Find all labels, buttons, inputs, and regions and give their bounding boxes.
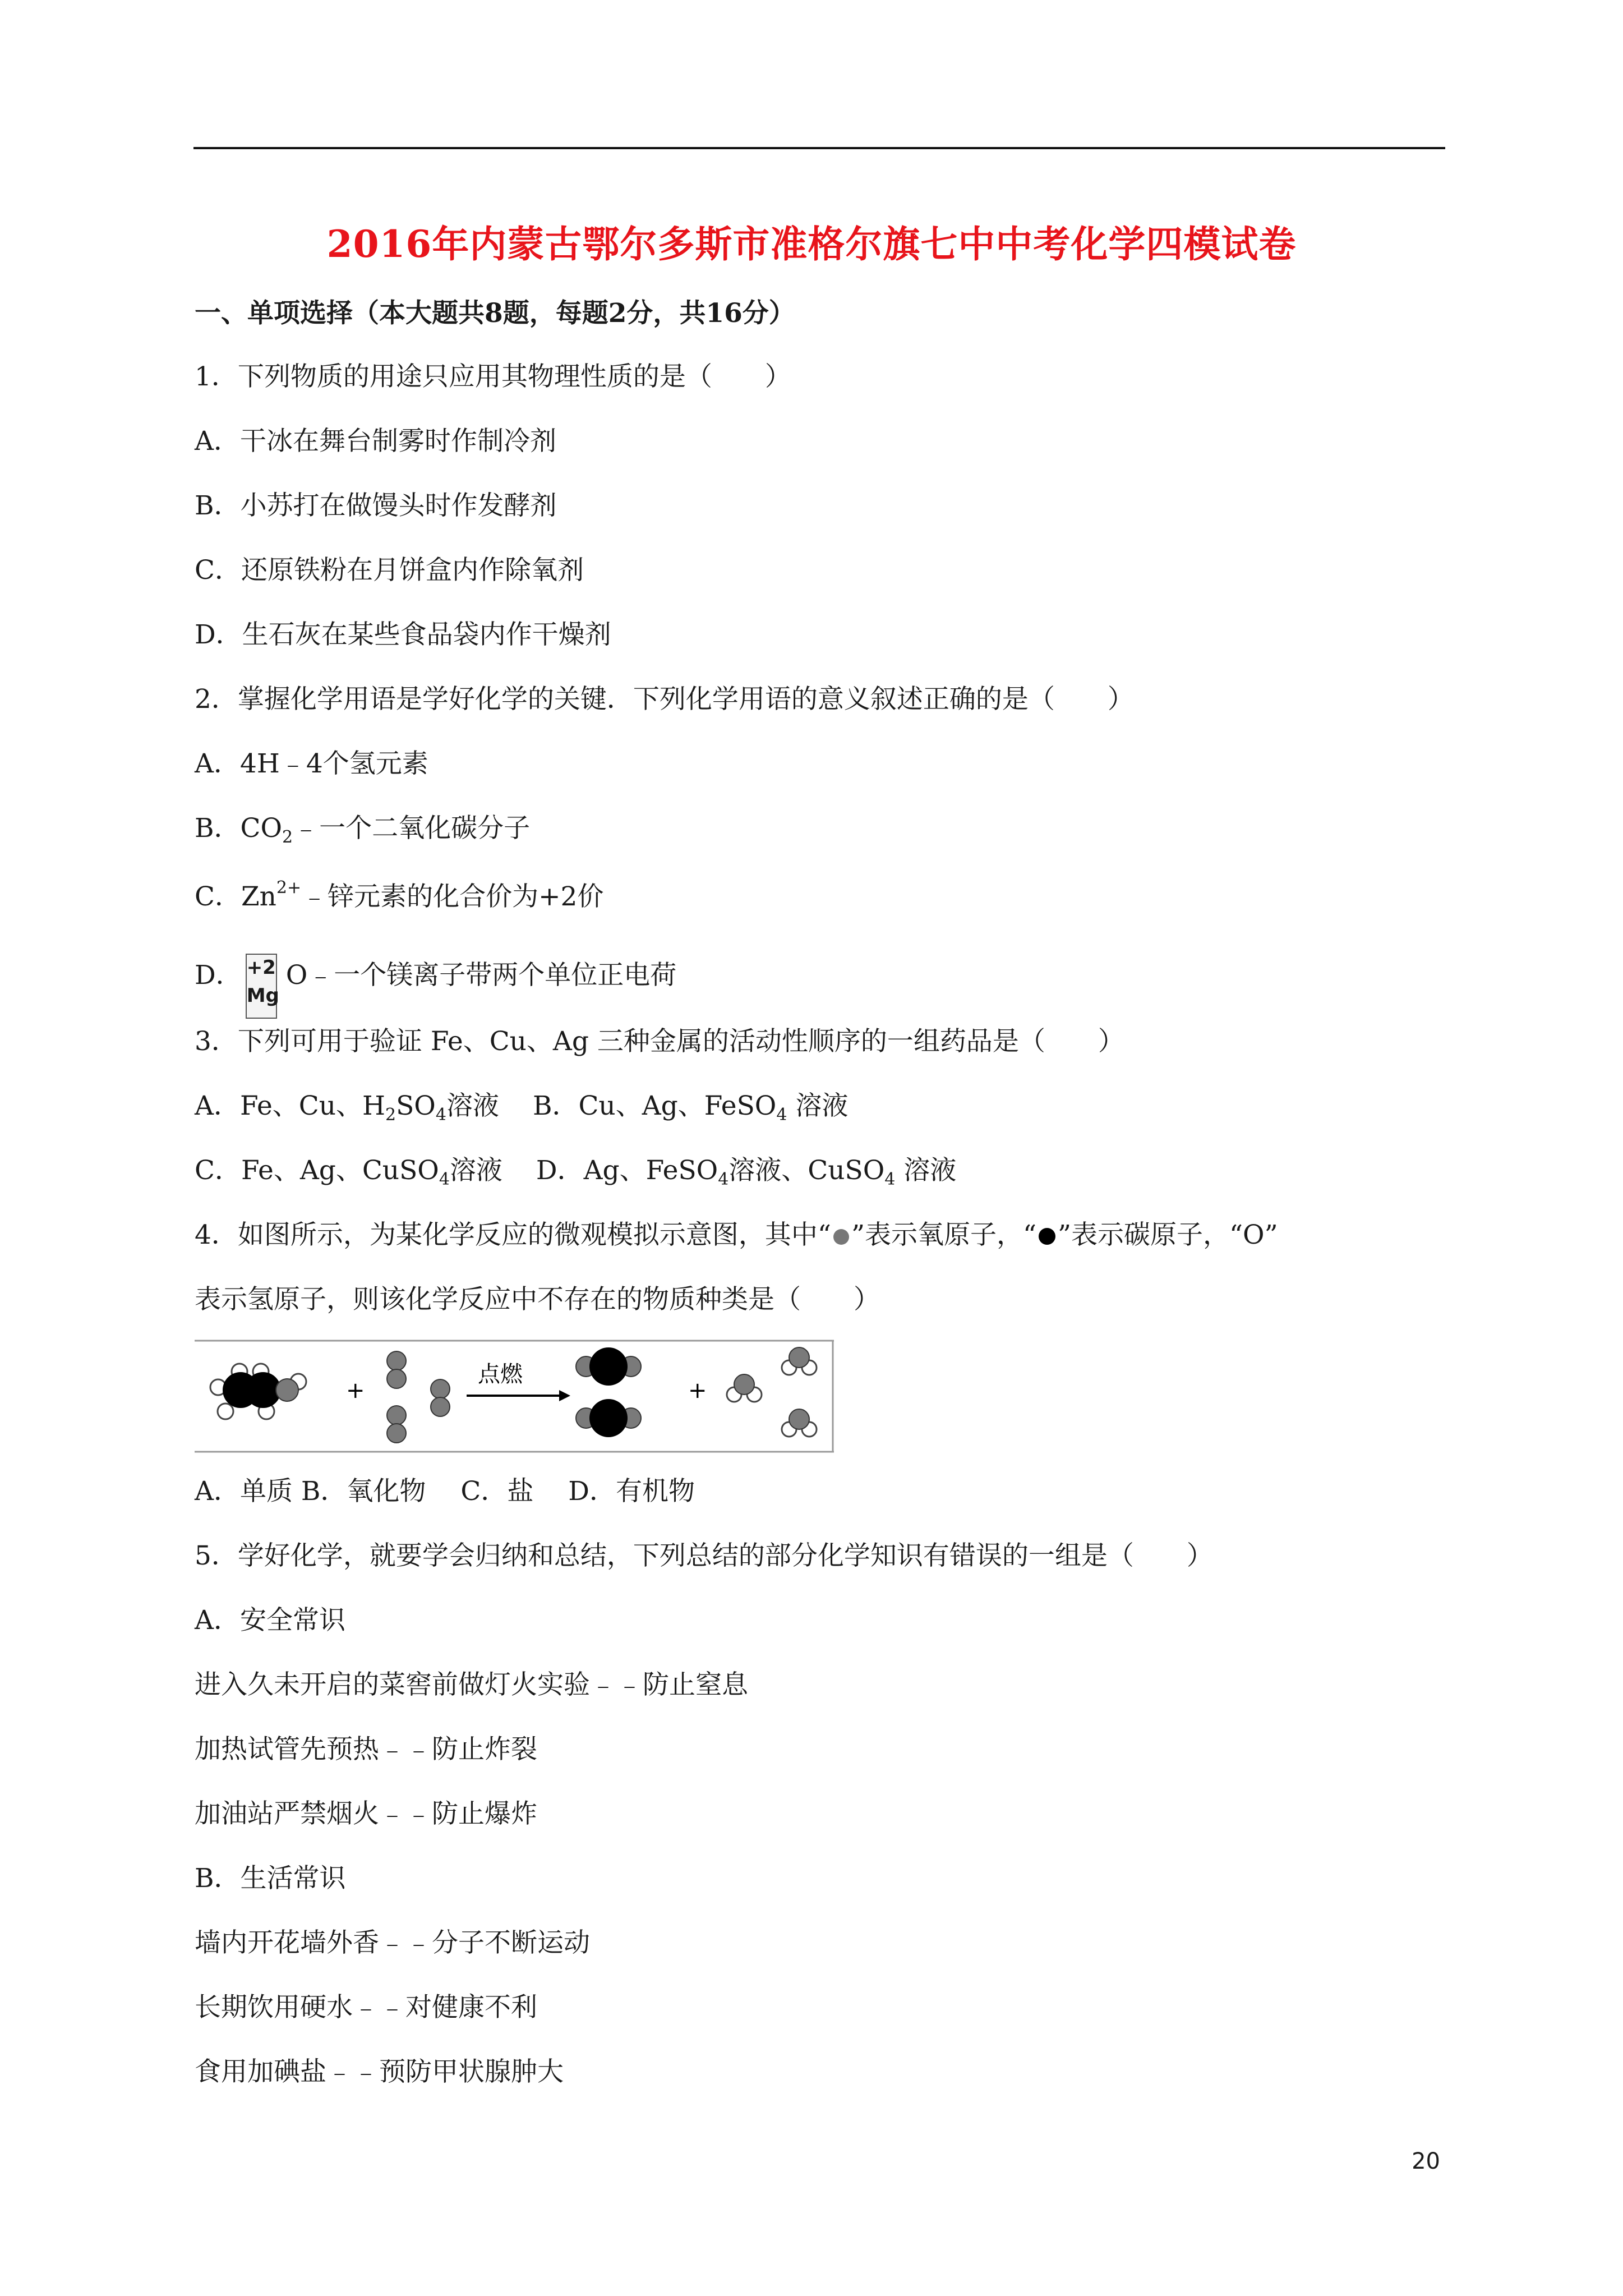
exam-title: 2016年内蒙古鄂尔多斯市准格尔旗七中中考化学四模试卷 (326, 222, 1297, 266)
q5-option-b-item: 墙内开花墙外香﹣﹣分子不断运动 (195, 1927, 590, 1958)
arrow-label: 点燃 (478, 1361, 523, 1387)
q2-option-b (195, 815, 530, 846)
q3-option-c: C．Fe、Ag、CuSO$_4$溶液 (195, 1155, 502, 1189)
q1-option-a: A．干冰在舞台制雾时作制冷剂 (195, 426, 556, 457)
q3-options-cd (195, 1157, 956, 1188)
q4-options: A．单质 B．氧化物 C．盐 D．有机物 (195, 1476, 695, 1507)
q2-option-d-post: O﹣一个镁离子带两个单位正电荷 (285, 960, 677, 991)
reactant-molecule-1 (210, 1364, 306, 1419)
q5-option-a-title: A．安全常识 (195, 1605, 345, 1636)
reactant-oxygen-molecules (387, 1351, 450, 1443)
q2-option-b-post: ﹣一个二氧化碳分子 (293, 813, 531, 844)
product-water-molecules (727, 1347, 817, 1437)
q5-option-b-title: B．生活常识 (195, 1863, 346, 1894)
product-co2-molecules (576, 1347, 641, 1437)
page-number: 20 (1412, 2148, 1440, 2174)
q2-option-c-superscript: 2+ (276, 878, 302, 898)
q1-option-d: D．生石灰在某些食品袋内作干燥剂 (195, 619, 611, 650)
reaction-diagram (195, 1340, 834, 1453)
q2-option-b-pre: B．CO (195, 813, 283, 844)
q5-option-b-item: 长期饮用硬水﹣﹣对健康不利 (195, 1992, 537, 2023)
q3-stem: 3．下列可用于验证 Fe、Cu、Ag 三种金属的活动性顺序的一组药品是（ ） (195, 1026, 1124, 1057)
q5-option-a-item: 加热试管先预热﹣﹣防止炸裂 (195, 1734, 537, 1765)
q5-stem: 5．学好化学，就要学会归纳和总结，下列总结的部分化学知识有错误的一组是（ ） (195, 1540, 1213, 1571)
q1-stem: 1．下列物质的用途只应用其物理性质的是（ ） (195, 361, 791, 392)
q5-option-a-item: 进入久未开启的菜窖前做灯火实验﹣﹣防止窒息 (195, 1669, 748, 1700)
plus-sign-1: + (346, 1378, 365, 1404)
mg-valence-image: +2 Mg (246, 954, 277, 1019)
q2-stem: 2．掌握化学用语是学好化学的关键．下列化学用语的意义叙述正确的是（ ） (195, 684, 1134, 715)
q3-option-d: D．Ag、FeSO$_4$溶液、CuSO$_4$ 溶液 (536, 1155, 957, 1189)
q2-option-d (195, 954, 676, 1019)
q3-option-a: A．Fe、Cu、$H_2SO_4$溶液 (195, 1091, 499, 1125)
q2-option-a: A．4H﹣4个氢元素 (195, 748, 428, 779)
q4-stem-line1: 4．如图所示，为某化学反应的微观模拟示意图，其中“ ”表示氧原子，“ ”表示碳原子，“O” (195, 1220, 1278, 1250)
q3-option-b: B．Cu、Ag、FeSO$_4$ 溶液 (532, 1091, 849, 1125)
section-heading: 一、单项选择（本大题共8题，每题2分，共16分） (195, 298, 795, 329)
q2-option-c-pre: C．Zn (195, 881, 276, 912)
q2-option-c (195, 880, 603, 910)
carbon-atom-icon (1039, 1228, 1055, 1245)
header-rule (193, 147, 1445, 149)
q2-option-c-post: ﹣锌元素的化合价为+2价 (301, 881, 604, 912)
q2-option-b-subscript: 2 (282, 827, 293, 847)
oxygen-atom-icon (833, 1229, 849, 1245)
q1-option-c: C．还原铁粉在月饼盒内作除氧剂 (195, 555, 584, 586)
q5-option-a-item: 加油站严禁烟火﹣﹣防止爆炸 (195, 1798, 537, 1829)
q5-option-b-item: 食用加碘盐﹣﹣预防甲状腺肿大 (195, 2056, 564, 2087)
q4-stem-line2: 表示氢原子，则该化学反应中不存在的物质种类是（ ） (195, 1284, 880, 1315)
q2-option-d-pre: D． (195, 960, 242, 991)
q1-option-b: B．小苏打在做馒头时作发酵剂 (195, 490, 557, 521)
q3-options-ab (195, 1093, 848, 1124)
plus-sign-2: + (688, 1378, 707, 1404)
